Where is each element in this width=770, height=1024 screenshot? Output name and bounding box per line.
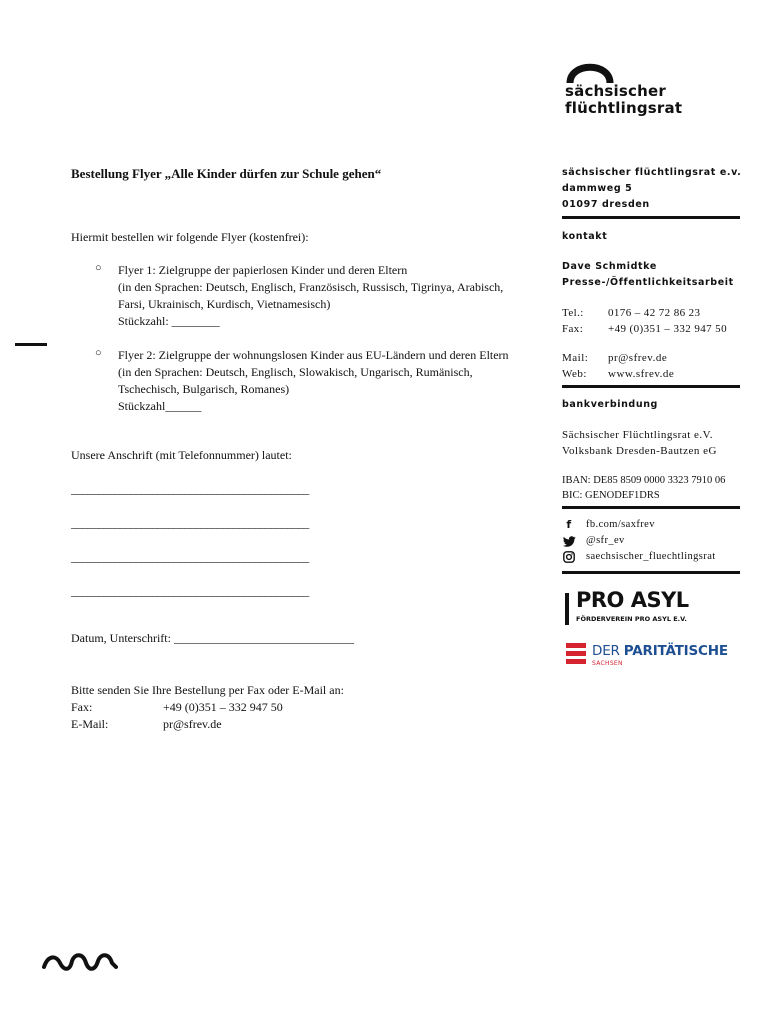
bank-name: Volksbank Dresden-Bautzen eG — [562, 445, 717, 457]
paritaetische-subtitle: SACHSEN — [592, 660, 623, 667]
fax-value: +49 (0)351 – 332 947 50 — [163, 700, 283, 714]
divider — [562, 216, 740, 219]
social-instagram[interactable] — [562, 549, 716, 565]
divider — [562, 506, 740, 509]
flyer-2-line1: Flyer 2: Zielgruppe der wohnungslosen Kinder aus EU-Ländern und deren Eltern — [118, 348, 509, 362]
flyer-item-1 — [118, 262, 503, 330]
flyer-1-quantity: Stückzahl: ________ — [118, 314, 220, 328]
person-name: Dave Schmidtke — [562, 261, 657, 272]
mail-link[interactable]: pr@sfrev.de — [608, 352, 668, 364]
web-link[interactable]: www.sfrev.de — [608, 368, 675, 380]
email-label: E-Mail: — [71, 717, 109, 731]
bank-heading: bankverbindung — [562, 399, 658, 410]
social-links — [562, 517, 716, 565]
bank-details — [562, 427, 717, 459]
flyer-1-line3: Farsi, Ukrainisch, Kurdisch, Vietnamesisch) — [118, 297, 331, 311]
proasyl-bar — [565, 593, 569, 625]
social-facebook[interactable] — [562, 517, 716, 533]
paritaetische-logo — [565, 640, 735, 670]
flyer-1-line2: (in den Sprachen: Deutsch, Englisch, Französisch, Russisch, Tigrinya, Arabisch, — [118, 280, 504, 294]
facebook-icon: f — [566, 518, 572, 531]
tel-value: 0176 – 42 72 86 23 — [608, 307, 701, 319]
online-table — [562, 350, 674, 382]
address-label: Unsere Anschrift (mit Telefonnummer) lautet: — [71, 448, 292, 462]
email-value: pr@sfrev.de — [163, 717, 222, 731]
paritaetische-name-a: DER — [592, 643, 624, 659]
paritaetische-name — [592, 643, 728, 659]
bullet-1: ○ — [95, 262, 102, 274]
email-row — [71, 716, 222, 733]
paritaetische-mark-icon — [566, 642, 588, 664]
iban: IBAN: DE85 8509 0000 3323 7910 06 — [562, 475, 726, 486]
fold-mark — [15, 343, 47, 346]
mail-label: Mail: — [562, 352, 589, 364]
address-blank-line: ____________________________________________ — [71, 584, 309, 598]
flyer-2-quantity: Stückzahl______ — [118, 399, 202, 413]
kontakt-heading: kontakt — [562, 231, 608, 242]
sidebar-fax-value: +49 (0)351 – 332 947 50 — [608, 323, 727, 335]
address-blank-line: ____________________________________________ — [71, 516, 309, 530]
flyer-item-2 — [118, 347, 509, 415]
org-name: sächsischer flüchtlingsrat e.v. — [562, 167, 742, 178]
logo-text-line2: flüchtlingsrat — [565, 99, 683, 117]
fax-row — [71, 699, 283, 716]
flyer-1-line1: Flyer 1: Zielgruppe der papierlosen Kinder und deren Eltern — [118, 263, 408, 277]
fax-label: Fax: — [71, 700, 93, 714]
footer-wave-logo-icon — [42, 951, 118, 973]
logo-text-line1: sächsischer — [565, 82, 666, 100]
bic: BIC: GENODEF1DRS — [562, 490, 660, 501]
logo-arc-icon — [566, 54, 614, 84]
flyer-2-line2: (in den Sprachen: Deutsch, Englisch, Slowakisch, Ungarisch, Rumänisch, — [118, 365, 473, 379]
bullet-2: ○ — [95, 347, 102, 359]
bank-codes — [562, 473, 725, 503]
document-title: Bestellung Flyer „Alle Kinder dürfen zur Schule gehen“ — [71, 166, 382, 181]
flyer-2-line3: Tschechisch, Bulgarisch, Romanes) — [118, 382, 290, 396]
intro-text: Hiermit bestellen wir folgende Flyer (kostenfrei): — [71, 230, 309, 244]
proasyl-subtitle: FÖRDERVEREIN PRO ASYL E.V. — [576, 615, 687, 623]
paritaetische-name-b: PARITÄTISCHE — [623, 643, 728, 659]
org-street: dammweg 5 — [562, 183, 633, 194]
instagram-icon — [562, 550, 576, 564]
phone-table — [562, 305, 727, 337]
twitter-icon — [562, 534, 576, 548]
date-signature-line: Datum, Unterschrift: ______________________________ — [71, 631, 354, 645]
send-instructions: Bitte senden Sie Ihre Bestellung per Fax oder E-Mail an: — [71, 683, 344, 697]
org-city: 01097 dresden — [562, 199, 650, 210]
contact-person — [562, 259, 734, 291]
sidebar-fax-label: Fax: — [562, 323, 584, 335]
org-address — [562, 165, 741, 213]
person-role: Presse-/Öffentlichkeitsarbeit — [562, 277, 734, 288]
address-blank-line: ____________________________________________ — [71, 550, 309, 564]
divider — [562, 571, 740, 574]
social-twitter[interactable] — [562, 533, 716, 549]
facebook-text: fb.com/saxfrev — [586, 519, 655, 530]
address-blank-line: ____________________________________________ — [71, 482, 309, 496]
proasyl-name: PRO ASYL — [576, 588, 689, 612]
bank-owner: Sächsischer Flüchtlingsrat e.V. — [562, 429, 713, 441]
instagram-text: saechsischer_fluechtlingsrat — [586, 551, 716, 562]
twitter-text: @sfr_ev — [586, 535, 625, 546]
divider — [562, 385, 740, 388]
web-label: Web: — [562, 368, 587, 380]
tel-label: Tel.: — [562, 307, 584, 319]
